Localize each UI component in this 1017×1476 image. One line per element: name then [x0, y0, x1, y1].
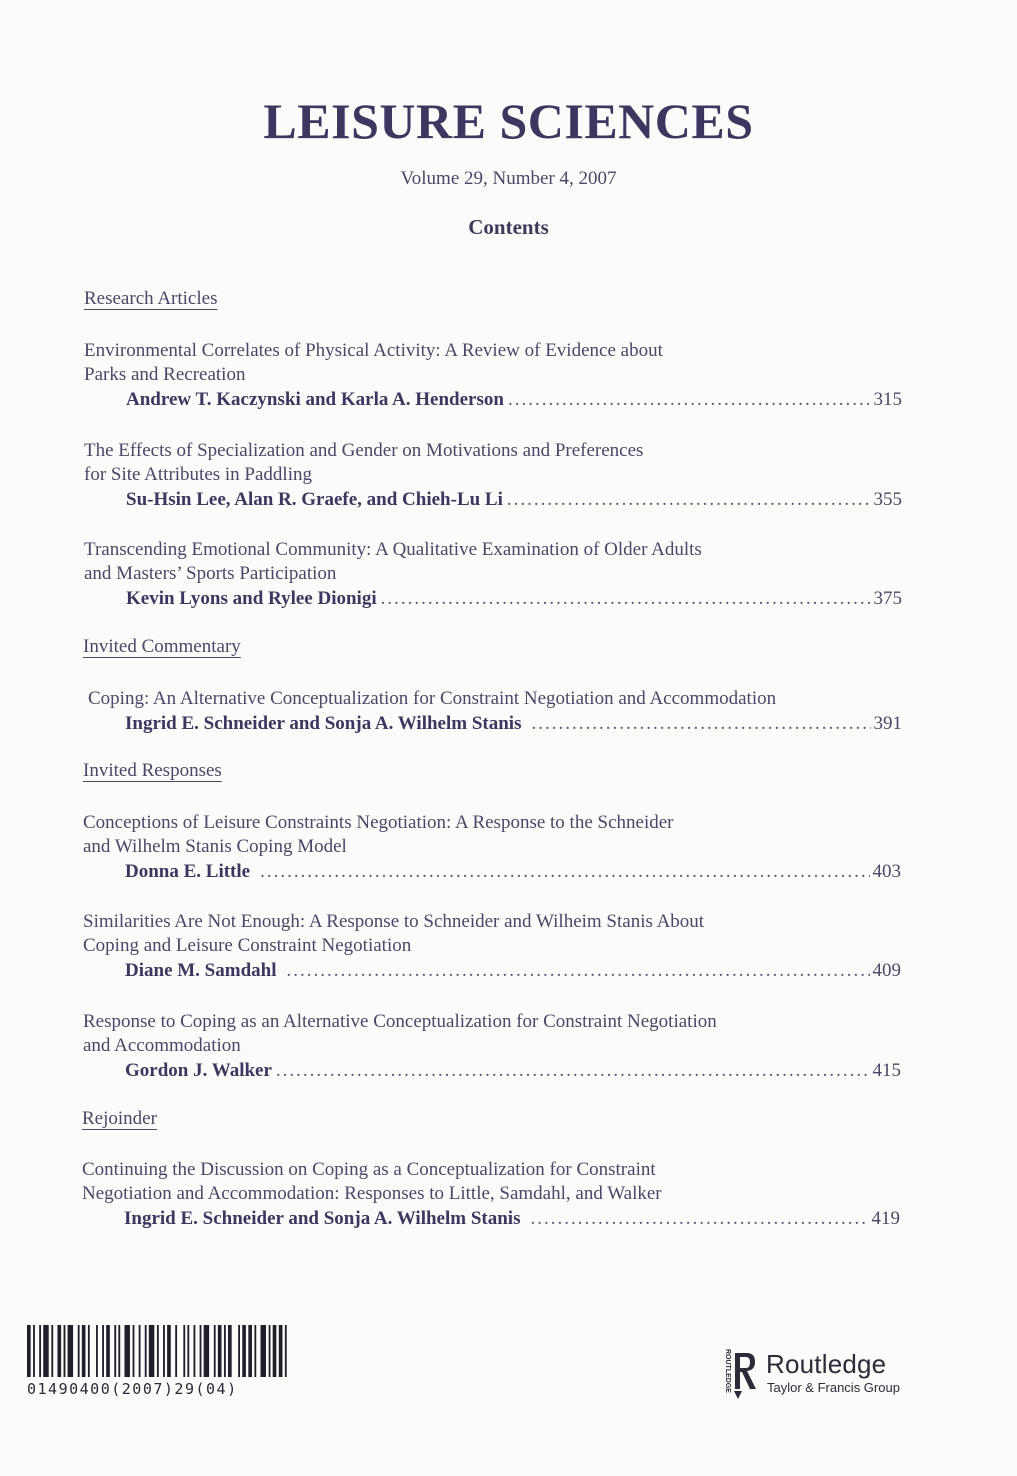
toc-entry [83, 910, 901, 983]
journal-title: LEISURE SCIENCES [263, 93, 754, 149]
publisher-group: Taylor & Francis Group [767, 1380, 900, 1395]
entry-authors: Andrew T. Kaczynski and Karla A. Henderson [126, 389, 504, 410]
entry-authors: Diane M. Samdahl [125, 960, 277, 981]
entry-author-line [83, 1059, 901, 1083]
entry-author-line [84, 388, 902, 412]
entry-title-line: Coping and Leisure Constraint Negotiation [83, 935, 412, 956]
dot-leader [508, 388, 871, 412]
entry-title-line: The Effects of Specialization and Gender on Motivations and Preferences [84, 440, 644, 461]
volume-info: Volume 29, Number 4, 2007 [400, 168, 617, 189]
barcode-number: 01490400(2007)29(04) [27, 1380, 238, 1398]
entry-author-line [82, 1207, 900, 1231]
toc-entry [84, 339, 902, 412]
toc-entry [84, 439, 902, 512]
entry-page-number: 403 [872, 861, 901, 882]
section-heading-rejoinder: Rejoinder [82, 1108, 157, 1129]
section-heading-invited-commentary: Invited Commentary [83, 636, 241, 657]
entry-title-line: Response to Coping as an Alternative Conceptualization for Constraint Negotiation [83, 1011, 717, 1032]
toc-entry [83, 811, 901, 884]
entry-title-line: Negotiation and Accommodation: Responses to Little, Samdahl, and Walker [82, 1183, 662, 1204]
entry-authors: Donna E. Little [125, 861, 251, 882]
entry-page-number: 391 [873, 713, 902, 734]
dot-leader [507, 488, 871, 512]
entry-page-number: 315 [873, 389, 902, 410]
entry-page-number: 375 [873, 588, 902, 609]
section-heading-invited-responses: Invited Responses [83, 760, 222, 781]
entry-author-line [83, 959, 901, 983]
entry-title-line: Conceptions of Leisure Constraints Negotiation: A Response to the Schneider [83, 812, 674, 833]
publisher-vertical-mark: ROUTLEDGE [724, 1349, 731, 1393]
dot-leader [260, 860, 869, 884]
entry-title-line: and Wilhelm Stanis Coping Model [83, 836, 347, 857]
entry-title-line: Continuing the Discussion on Coping as a Conceptualization for Constraint [82, 1159, 656, 1180]
publisher-logo [720, 1345, 920, 1401]
entry-page-number: 409 [872, 960, 901, 981]
routledge-r-logo-icon [720, 1345, 758, 1401]
publisher-name: Routledge [766, 1349, 887, 1379]
dot-leader [381, 587, 871, 611]
entry-author-line [84, 587, 902, 611]
entry-page-number: 355 [873, 489, 902, 510]
entry-title-line: and Masters’ Sports Participation [84, 563, 337, 584]
entry-authors: Ingrid E. Schneider and Sonja A. Wilhelm Stanis [124, 1208, 521, 1229]
toc-entry [88, 687, 902, 736]
dot-leader [276, 1059, 870, 1083]
contents-heading: Contents [468, 215, 549, 239]
dot-leader [530, 1207, 868, 1231]
entry-title-line: Coping: An Alternative Conceptualization for Constraint Negotiation and Accommodation [88, 688, 777, 709]
entry-authors: Gordon J. Walker [125, 1060, 272, 1081]
toc-entry [84, 538, 902, 611]
entry-title-line: Environmental Correlates of Physical Activity: A Review of Evidence about [84, 340, 663, 361]
entry-author-line [84, 488, 902, 512]
entry-title-line: for Site Attributes in Paddling [84, 464, 312, 485]
entry-title-line: Transcending Emotional Community: A Qualitative Examination of Older Adults [84, 539, 702, 560]
entry-page-number: 419 [871, 1208, 900, 1229]
entry-title-line: and Accommodation [83, 1035, 241, 1056]
toc-entry [82, 1158, 900, 1231]
dot-leader [287, 959, 870, 983]
toc-entry [83, 1010, 901, 1083]
entry-author-line [88, 712, 902, 736]
section-heading-research-articles: Research Articles [84, 288, 218, 309]
entry-authors: Ingrid E. Schneider and Sonja A. Wilhelm Stanis [125, 713, 522, 734]
barcode-icon [27, 1325, 293, 1377]
entry-authors: Su-Hsin Lee, Alan R. Graefe, and Chieh-Lu Li [126, 489, 503, 510]
entry-title-line: Similarities Are Not Enough: A Response to Schneider and Wilheim Stanis About [83, 911, 705, 932]
entry-title-line: Parks and Recreation [84, 364, 246, 385]
entry-author-line [83, 860, 901, 884]
dot-leader [531, 712, 870, 736]
entry-authors: Kevin Lyons and Rylee Dionigi [126, 588, 377, 609]
entry-page-number: 415 [872, 1060, 901, 1081]
